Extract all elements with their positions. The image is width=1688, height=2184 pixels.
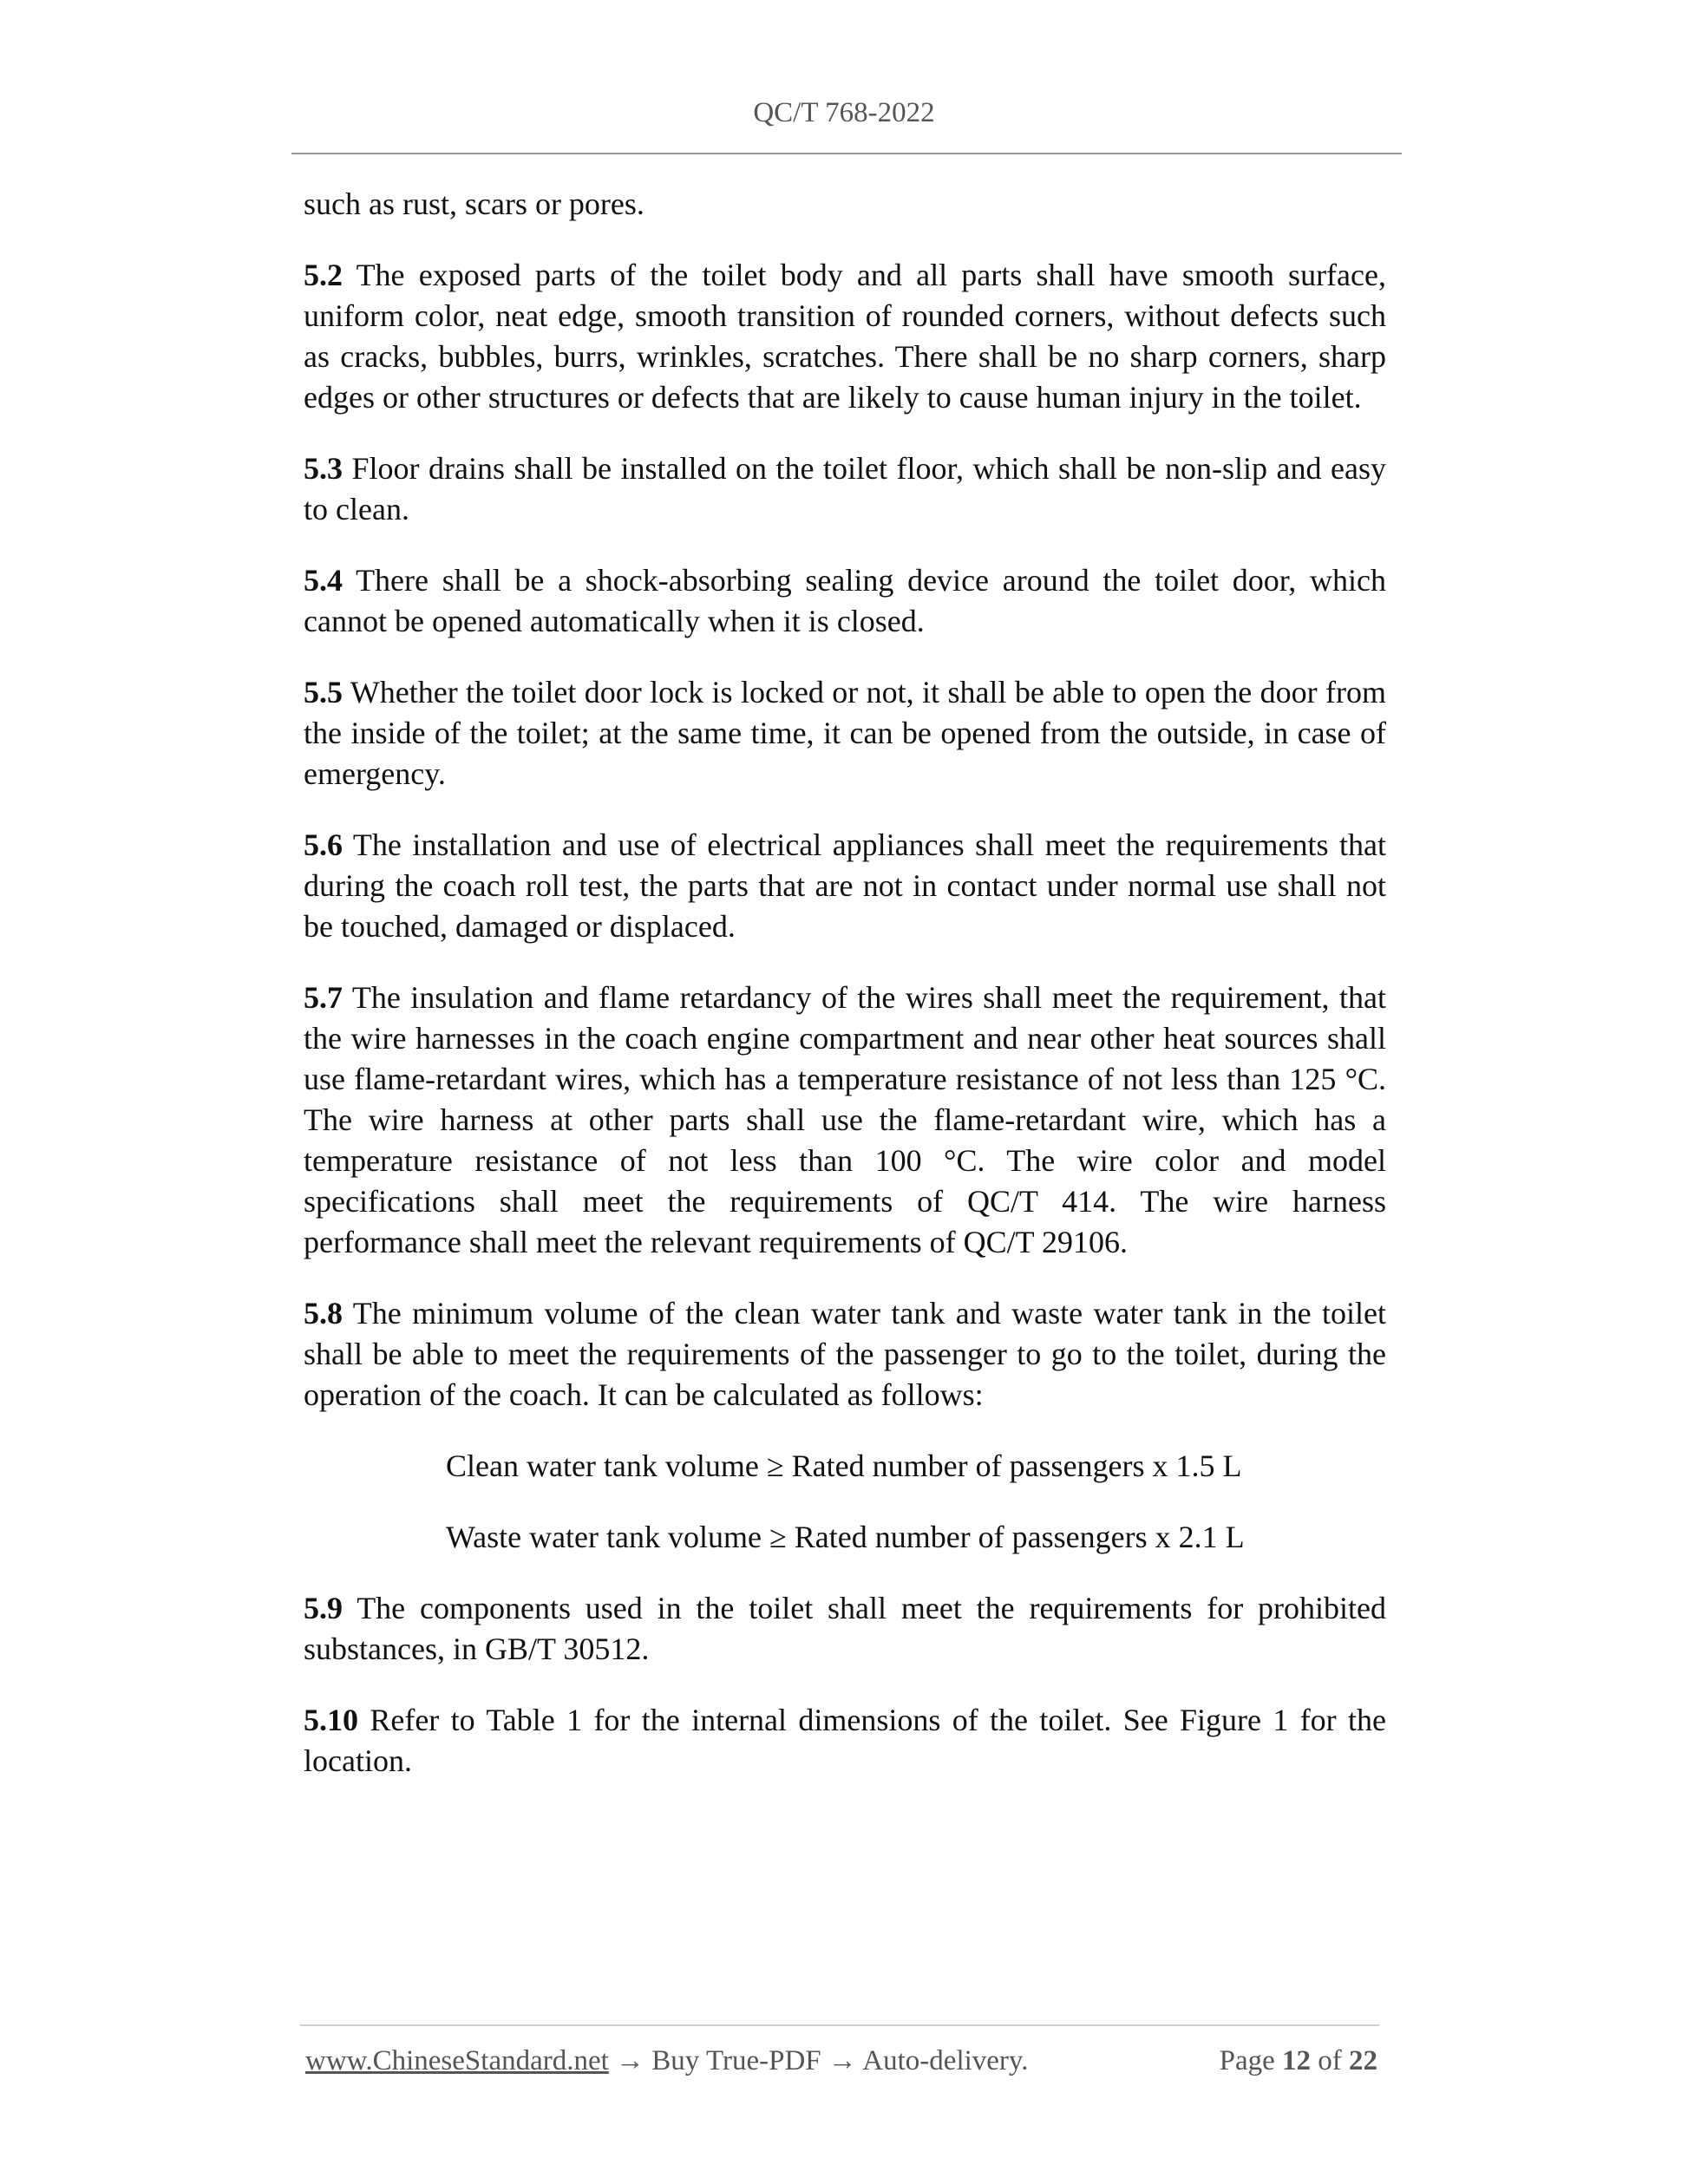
formula-waste-water: Waste water tank volume ≥ Rated number of passengers x 2.1 L <box>446 1520 1245 1554</box>
website-link[interactable]: www.ChineseStandard.net <box>305 2045 609 2076</box>
clause-text: Refer to Table 1 for the internal dimensions of the toilet. See Figure 1 for the location. <box>304 1703 1386 1778</box>
clause-text: Whether the toilet door lock is locked or not, it shall be able to open the door from the inside of the toilet; at the same time, it can be opened from the outside, in case of emergency. <box>304 675 1387 791</box>
clause-text: The components used in the toilet shall meet the requirements for prohibited substances, in GB/T 30512. <box>304 1591 1386 1666</box>
clause-text: The minimum volume of the clean water tank and waste water tank in the toilet shall be able to meet the requirements of the passenger to go to the toilet, during the operation of the coach. It can be calculated as follows: <box>304 1296 1386 1412</box>
document-body <box>304 184 1386 1812</box>
page-label: Page <box>1219 2045 1275 2076</box>
running-header-title: QC/T 768-2022 <box>753 97 935 128</box>
clause-number: 5.4 <box>304 563 343 598</box>
clause-number: 5.7 <box>304 980 343 1015</box>
page-current: 12 <box>1282 2045 1311 2076</box>
clause-text: The installation and use of electrical appliances shall meet the requirements that during the coach roll test, the parts that are not in contact under normal use shall not be touched, damaged or displaced. <box>304 827 1386 944</box>
clause-number: 5.8 <box>304 1296 343 1331</box>
clause-5-8 <box>304 1293 1386 1416</box>
clause-text: The insulation and flame retardancy of the wires shall meet the requirement, that the wire harnesses in the coach engine compartment and near other heat sources shall use flame-retardant wires, which has a temperature resistance of not less than 125 °C. The wire harness at other parts shall use the flame-retardant wire, which has a temperature resistance of not less than 100 °C. The wire color and model specifications shall meet the requirements of QC/T 414. The wire harness performance shall meet the relevant requirements of QC/T 29106. <box>304 980 1386 1259</box>
clause-5-7 <box>304 978 1386 1263</box>
clause-5-10 <box>304 1700 1386 1782</box>
clause-5-4 <box>304 560 1386 642</box>
clause-5-3 <box>304 448 1386 530</box>
clause-5-6 <box>304 825 1386 947</box>
clause-number: 5.6 <box>304 827 343 862</box>
footer-promo-text: → Buy True-PDF → Auto-delivery. <box>608 2045 1029 2076</box>
clause-number: 5.9 <box>304 1591 343 1625</box>
clause-number: 5.3 <box>304 451 343 486</box>
clause-5-5 <box>304 672 1386 794</box>
clause-number: 5.5 <box>304 675 343 709</box>
clause-text: Floor drains shall be installed on the toilet floor, which shall be non-slip and easy to clean. <box>304 451 1386 526</box>
clause-text: There shall be a shock-absorbing sealing device around the toilet door, which cannot be opened automatically when it is closed. <box>304 563 1386 638</box>
formula-clean-water: Clean water tank volume ≥ Rated number of passengers x 1.5 L <box>446 1448 1242 1483</box>
clause-text: The exposed parts of the toilet body and all parts shall have smooth surface, uniform color, neat edge, smooth transition of rounded corners, without defects such as cracks, bubbles, burrs, wrinkles, scratches. There shall be no sharp corners, sharp edges or other structures or defects that are likely to cause human injury in the toilet. <box>304 258 1386 415</box>
continuation-paragraph: such as rust, scars or pores. <box>304 186 644 221</box>
page-indicator <box>1220 2045 1377 2077</box>
clause-number: 5.10 <box>304 1703 358 1737</box>
header-divider <box>291 153 1402 154</box>
footer-promo <box>305 2045 1029 2077</box>
clause-5-2 <box>304 255 1386 418</box>
page-total: 22 <box>1349 2045 1377 2076</box>
clause-5-9 <box>304 1588 1386 1670</box>
clause-number: 5.2 <box>304 258 343 292</box>
footer-divider <box>300 2024 1379 2026</box>
page-of-label: of <box>1318 2045 1342 2076</box>
